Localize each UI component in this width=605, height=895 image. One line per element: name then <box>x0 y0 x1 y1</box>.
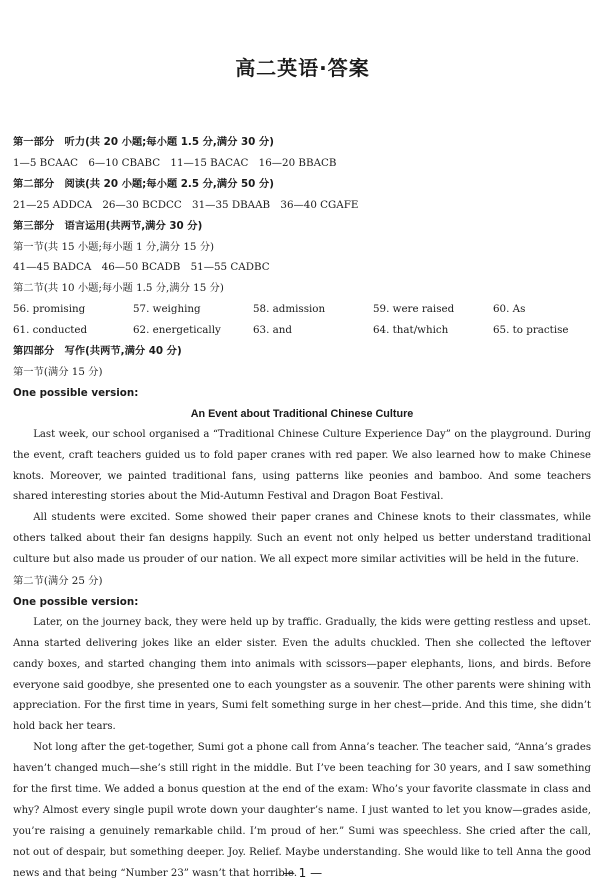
fill-answers-row-1 <box>13 299 591 320</box>
part2-answers: 21—25 ADDCA 26—30 BCDCC 31—35 DBAAB 36—40 CGAFE <box>13 198 359 211</box>
part2-heading: 第二部分 阅读(共 20 小题;每小题 2.5 分,满分 50 分) <box>13 177 274 190</box>
fill-answer: 61. conducted <box>13 324 88 337</box>
fill-answers-row-2 <box>13 320 591 341</box>
page-title: 高二英语·答案 <box>235 56 370 80</box>
version-label-1: One possible version: <box>13 386 139 399</box>
part4-section1-heading: 第一节(满分 15 分) <box>13 365 103 378</box>
part4-section2-heading: 第二节(满分 25 分) <box>13 575 103 588</box>
version-label-2: One possible version: <box>13 595 139 608</box>
essay2-paragraph-1: Later, on the journey back, they were held up by traffic. Gradually, the kids were getting restless and upset. Anna started delivering jokes like an elder sister. Even the adults chuckled. Then she collected the leftover candy boxes, and started changing them into animals with scissors—paper elephants, lions, and birds. Before everyone said goodbye, she presented one to each youngster as a souvenir. The other parents were shining with appreciation. For the first time in years, Sumi felt something surge in her chest—pride. And this time, she didn’t hold back her tears. <box>13 616 591 733</box>
fill-answer: 63. and <box>253 324 293 337</box>
fill-answer: 65. to practise <box>493 324 569 337</box>
fill-answer: 57. weighing <box>133 303 201 316</box>
page-number: — 1 — <box>282 866 323 880</box>
essay2-paragraph-2: Not long after the get-together, Sumi got a phone call from Anna’s teacher. The teacher said, “Anna’s grades haven’t changed much—she’s still right in the middle. But I’ve been teaching for 30 years, and I saw something for the first time. We added a bonus question at the end of the exam: Who’s your favorite classmate in class and why? Almost every single pupil wrote down your daughter’s name. I just wanted to let you know—grades aside, you’re raising a genuinely remarkable child. I’m proud of her.” Sumi was speechless. She cried after the call, not out of despair, but something deeper. Joy. Relief. Maybe understanding. She would like to tell Anna the good news and that being “Number 23” wasn’t that horrible. <box>13 742 591 879</box>
part3-heading: 第三部分 语言运用(共两节,满分 30 分) <box>13 219 203 232</box>
part1-answers: 1—5 BCAAC 6—10 CBABC 11—15 BACAC 16—20 BBACB <box>13 156 337 169</box>
part3-section2-heading: 第二节(共 10 小题;每小题 1.5 分,满分 15 分) <box>13 282 224 295</box>
fill-answer: 64. that/which <box>373 324 449 337</box>
fill-answer: 56. promising <box>13 303 86 316</box>
part1-heading: 第一部分 听力(共 20 小题;每小题 1.5 分,满分 30 分) <box>13 136 274 148</box>
essay1-title: An Event about Traditional Chinese Culture <box>190 407 414 420</box>
fill-answer: 59. were raised <box>373 303 455 316</box>
part3-section1-answers: 41—45 BADCA 46—50 BCADB 51—55 CADBC <box>13 261 270 274</box>
fill-answer: 58. admission <box>253 303 326 316</box>
answer-content <box>13 132 591 885</box>
fill-answer: 62. energetically <box>133 324 221 337</box>
part4-heading: 第四部分 写作(共两节,满分 40 分) <box>13 345 182 358</box>
essay1-paragraph-1: Last week, our school organised a “Traditional Chinese Culture Experience Day” on the playground. During the event, craft teachers guided us to fold paper cranes with red paper. We also learned how to make Chinese knots. Moreover, we painted traditional fans, using patterns like peonies and bamboo. And some teachers shared interesting stories about the Mid-Autumn Festival and Dragon Boat Festival. <box>13 428 591 503</box>
essay1-paragraph-2: All students were excited. Some showed their paper cranes and Chinese knots to their classmates, while others talked about their fan designs happily. Such an event not only helped us better understand traditional culture but also made us prouder of our nation. We all expect more similar activities will be held in the future. <box>13 512 591 566</box>
part3-section1-heading: 第一节(共 15 小题;每小题 1 分,满分 15 分) <box>13 240 215 253</box>
fill-answer: 60. As <box>493 303 526 316</box>
